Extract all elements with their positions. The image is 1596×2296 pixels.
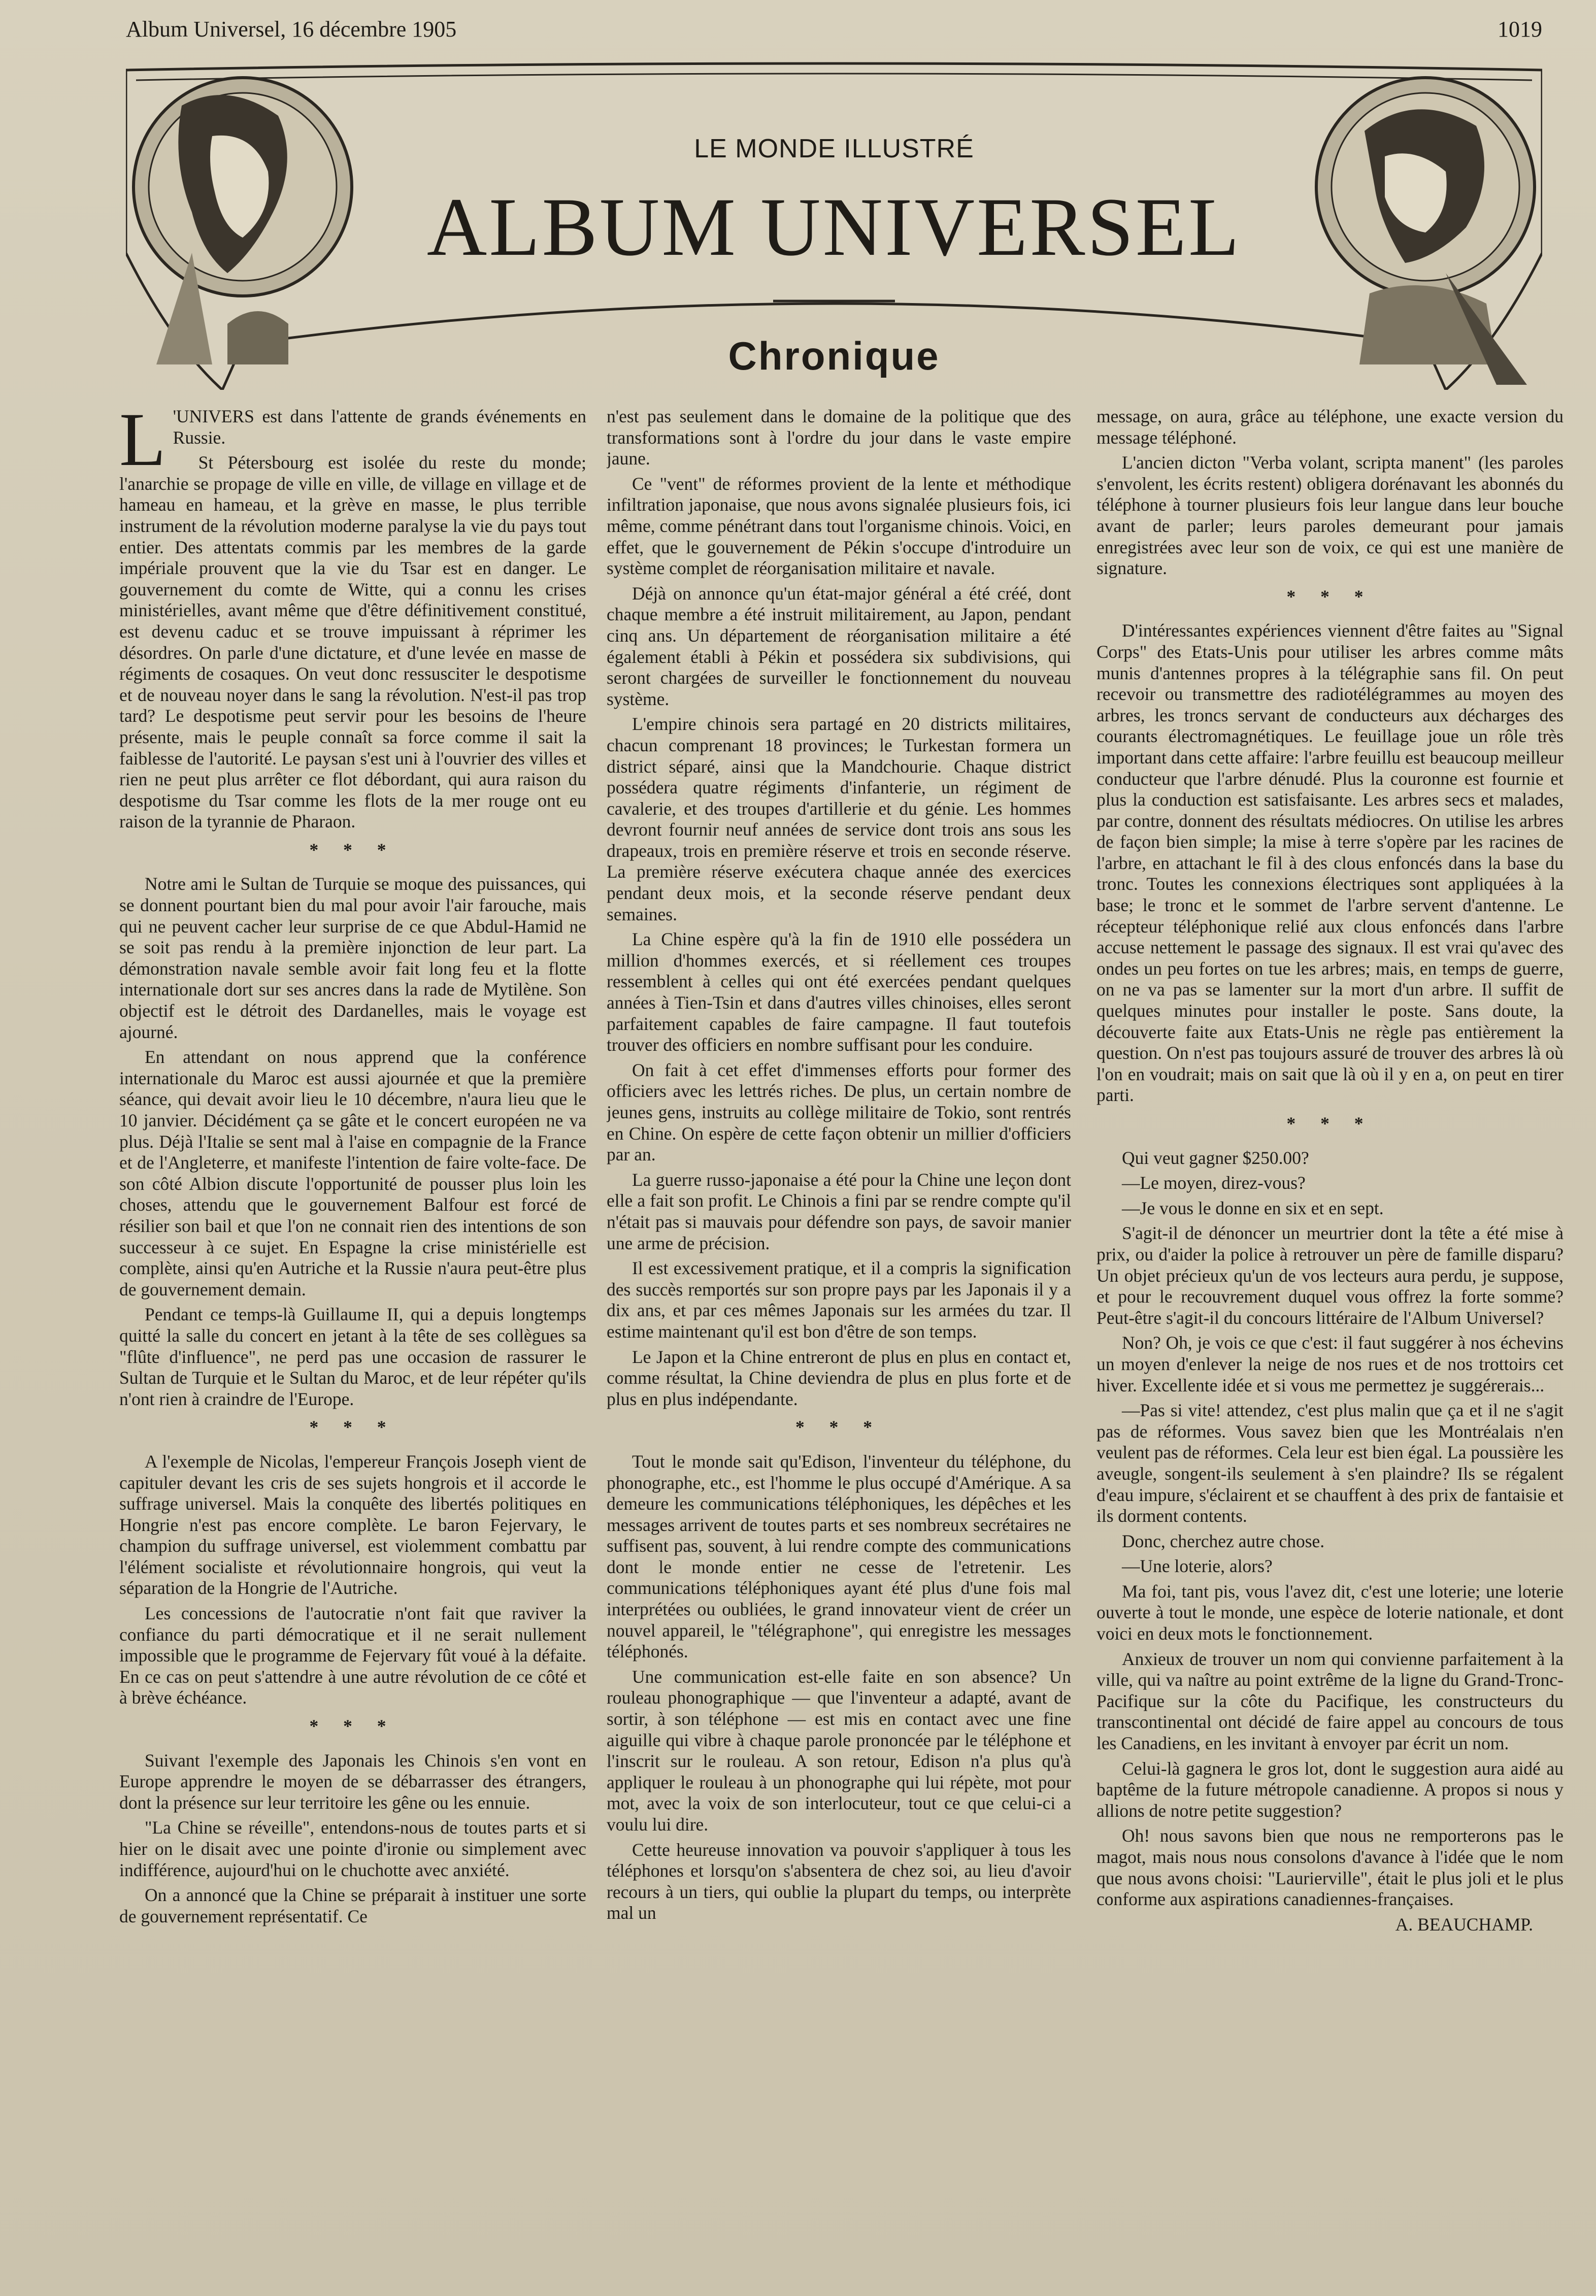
paragraph: L 'UNIVERS est dans l'attente de grands événements en Russie.	[119, 406, 586, 482]
paragraph: Notre ami le Sultan de Turquie se moque des puissances, qui se donnent pourtant bien du mal pour avoir l'air farouche, mais qui ne peuvent cacher leur surprise de ce que Abdul-Hamid ne se soit pas rendu à la première injonction de leur part. La démonstration navale semble avoir fait long feu et la flotte internationale dort sur ses ancres dans la rade de Mytilène. Son objectif est le détroit des Dardanelles, mais le voyage est ajourné.	[119, 874, 586, 1042]
paragraph: Pendant ce temps-là Guillaume II, qui a depuis longtemps quitté la salle du concert en jetant à la tête de ses collègues sa "flûte d'influence", ne perd pas une occasion de rassurer le Sultan de Turquie et le Sultan du Maroc, et de leur répéter qu'ils n'ont rien à craindre de l'Europe.	[119, 1304, 586, 1409]
paragraph: n'est pas seulement dans le domaine de la politique que des transformations sont à l'ordre du jour dans le vaste empire jaune.	[607, 406, 1071, 469]
paragraph: D'intéressantes expériences viennent d'être faites au "Signal Corps" des Etats-Unis pour utiliser les arbres comme mâts munis d'antennes propres à la télégraphie sans fil. On peut recevoir ou transmettre des radiotélégrammes au moyen des arbres, les troncs servant de conducteurs aux décharges des courants électromagnétiques. Le feuillage joue un rôle très important dans cette affaire: l'arbre feuillu est beaucoup meilleur conducteur que l'arbre dénudé. Plus la couronne est fournie et plus la conduction est satisfaisante. Les arbres secs et malades, par contre, donnent des résultats médiocres. On utilise les arbres de façon bien simple; la mise à terre s'opère par les racines de l'arbre, en attachant le fil à des clous enfoncés dans la base du tronc. Toutes les connexions électriques sont appliquées à la base; le tronc et le sommet de l'arbre servent d'antenne. Le récepteur téléphonique relié aux clous enfoncés dans l'arbre accuse nettement le passage des signaux. Il est vrai qu'avec des ondes un peu fortes on tue les arbres; mais, en temps de guerre, on ne va pas se lamenter sur la mort d'un arbre. Il suffit de quelques minutes pour installer le poste. Sans doute, la découverte faite aux Etats-Unis ne règle pas entièrement la question. On n'est pas toujours assuré de trouver des arbres là où l'on en voudrait; mais on sait que là où il y en a, on peut en tirer parti.	[1096, 620, 1564, 1106]
paragraph: Les concessions de l'autocratie n'ont fait que raviver la confiance du parti démocratique et il ne serait nullement impossible que le programme de Fejervary fût voué à la défaite. En ce cas on peut s'attendre à une autre révolution de ce côté et à brève échéance.	[119, 1603, 586, 1708]
drop-cap: L	[119, 406, 166, 482]
paragraph: Une communication est-elle faite en son absence? Un rouleau phonographique — que l'inventeur a adapté, avant de sortir, à son téléphone — est mis en contact avec une fine aiguille qui vibre à chaque parole prononcée par le téléphone et l'inscrit sur le rouleau. A son retour, Edison n'a plus qu'à appliquer le rouleau à un phonographe qui lui répète, mot pour mot, avec la voix de son interlocuteur, tout ce que celui-ci a voulu lui dire.	[607, 1666, 1071, 1835]
paragraph: —Le moyen, direz-vous?	[1122, 1173, 1306, 1193]
paragraph: "La Chine se réveille", entendons-nous de toutes parts et si hier on le disait avec une pointe d'ironie ou simplement avec indifférence, aujourd'hui on le chuchotte avec anxiété.	[119, 1817, 586, 1880]
masthead-title: ALBUM UNIVERSEL	[426, 181, 1242, 273]
paragraph: Qui veut gagner $250.00?	[1122, 1147, 1309, 1168]
paragraph: Donc, cherchez autre chose.	[1122, 1530, 1325, 1551]
paragraph: —Pas si vite! attendez, c'est plus malin que ça et il ne s'agit pas de réformes. Vous savez bien que les Montréalais n'en veulent pas de réformes. Cela leur est bien égal. La poussière les aveugle, songent-ils seulement à s'en plaindre? Ils se régalent d'eau impure, s'éclairent et se chauffent à des prix de fantaisie et ils dorment contents.	[1096, 1400, 1564, 1526]
section-separator: * * *	[309, 1716, 396, 1737]
paragraph: On fait à cet effet d'immenses efforts pour former des officiers avec les lettrés riches. De plus, un certain nombre de jeunes gens, instruits au collège militaire de Tokio, sont rentrés en Chine. On espère de cette façon obtenir un millier d'officiers par an.	[607, 1059, 1071, 1165]
paragraph: Ce "vent" de réformes provient de la lente et méthodique infiltration japonaise, que nous avons signalée plusieurs fois, ici même, comme pénétrant dans tout l'organisme chinois. Voici, en effet, que le gouvernement de Pékin s'occupe d'introduire un système complet de réorganisation militaire et navale.	[607, 473, 1071, 579]
section-separator: * * *	[1286, 1113, 1374, 1134]
paragraph: St Pétersbourg est isolée du reste du monde; l'anarchie se propage de ville en ville, de village en village et de hameau en hameau, et la grève en masse, le plus terrible instrument de la révolution moderne paralyse la vie du pays tout entier. Des attentats commis par les membres de la garde impériale prouvent que la vie du Tsar est en danger. Le gouvernement du comte de Witte, qui a connu les crises ministérielles, avant même que d'être définitivement constitué, est devenu caduc et se trouve impuissant à réprimer les désordres. On parle d'une dictature, et d'une levée en masse de régiments de cosaques. On veut donc ressusciter le despotisme et de nouveau noyer dans le sang la révolution. N'est-il pas trop tard? Le despotisme peut servir pour les besoins de l'heure présente, mais le peuple connaît sa force comme il sait la faiblesse de l'autorité. Le paysan s'est uni à l'ouvrier des villes et rien ne peut plus arrêter ce flot débordant, qui aura raison du despotisme du Tsar comme les flots de la mer rouge ont eu raison de la tyrannie de Pharaon.	[119, 452, 586, 832]
paragraph: A l'exemple de Nicolas, l'empereur François Joseph vient de capituler devant les cris de ses sujets hongrois et il accorde le suffrage universel. Mais la conquête des libertés politiques en Hongrie n'est pas encore complète. Le baron Fejervary, le champion du suffrage universel, est violemment combattu par l'élément socialiste et révolutionnaire hongrois, qui veut la séparation de la Hongrie de l'Autriche.	[119, 1451, 586, 1599]
running-header	[126, 14, 1542, 45]
author-signature: A. BEAUCHAMP.	[1395, 1914, 1533, 1935]
paragraph: Cette heureuse innovation va pouvoir s'appliquer à tous les téléphones et lorsqu'on s'absentera de chez soi, au lieu d'avoir recours à un tiers, qui oublie la plupart du temps, ou interprète mal un	[607, 1839, 1071, 1923]
paragraph: Non? Oh, je vois ce que c'est: il faut suggérer à nos échevins un moyen d'enlever la neige de nos rues et de nos trottoirs cet hiver. Excellente idée et si vous me permettez je suggérerais...	[1096, 1333, 1564, 1395]
section-separator: * * *	[309, 1417, 396, 1438]
paragraph: message, on aura, grâce au téléphone, une exacte version du message téléphoné.	[1096, 406, 1564, 448]
paragraph: Celui-là gagnera le gros lot, dont le suggestion aura aidé au baptême de la future métropole canadienne. A propos si nous y allions de notre petite suggestion?	[1096, 1758, 1564, 1821]
paragraph: Suivant l'exemple des Japonais les Chinois s'en vont en Europe apprendre le moyen de se débarrasser des étrangers, dont la présence sur leur territoire les gêne ou les ennuie.	[119, 1750, 586, 1813]
section-separator: * * *	[795, 1417, 882, 1438]
section-title: Chronique	[728, 334, 940, 378]
article-column-2	[607, 406, 1071, 2279]
masthead-subtitle: LE MONDE ILLUSTRÉ	[694, 134, 974, 163]
paragraph: L'ancien dicton "Verba volant, scripta manent" (les paroles s'envolent, les écrits restent) obligera dorénavant les abonnés du téléphone à tourner plusieurs fois leur langue dans leur bouche avant de parler; leurs paroles demeurant pour jamais enregistrées avec leur son de voix, ce qui est une manière de signature.	[1096, 452, 1564, 579]
paragraph: La guerre russo-japonaise a été pour la Chine une leçon dont elle a fait son profit. Le Chinois a fini par se rendre compte qu'il n'était pas si mauvais pour défendre son pays, de savoir manier une arme de précision.	[607, 1169, 1071, 1253]
paragraph: —Je vous le donne en six et en sept.	[1122, 1197, 1384, 1218]
section-separator: * * *	[309, 839, 396, 860]
paragraph: —Une loterie, alors?	[1122, 1556, 1273, 1577]
running-title: Album Universel, 16 décembre 1905	[126, 17, 457, 42]
paragraph: Oh! nous savons bien que nous ne remporterons pas le magot, mais nous nous consolons d'avance à l'idée que le nom que nous avons choisi: "Laurierville", était le plus joli et le plus conforme aux aspirations canadiennes-françaises.	[1096, 1825, 1564, 1910]
paragraph: Il est excessivement pratique, et il a compris la signification des succès remportés sur son propre pays par les Japonais il y a dix ans, et par ces mêmes Japonais sur les armées du tzar. Il estime maintenant qu'il est bon d'être de son temps.	[607, 1258, 1071, 1342]
page-number: 1019	[1498, 17, 1542, 42]
article-column-3	[1096, 406, 1564, 2279]
paragraph: Anxieux de trouver un nom qui convienne parfaitement à la ville, qui va naître au point extrême de la ligne du Grand-Tronc-Pacifique sur la côte du Pacifique, les constructeurs du transcontinental ont décidé de faire appel au concours de tous les Canadiens, en les invitant à envoyer par écrit un nom.	[1096, 1648, 1564, 1754]
paragraph: L'empire chinois sera partagé en 20 districts militaires, chacun comprenant 18 provinces; le Turkestan formera un district séparé, ainsi que la Mandchourie. Chaque district possédera quatre régiments d'infanterie, un régiment de cavalerie, et des troupes d'artillerie et du génie. Les hommes devront fournir neuf années de service dont trois ans sous les drapeaux, trois en première réserve et trois en seconde réserve. La première réserve exécutera chaque année des exercices pendant deux mois, et la seconde réserve pendant deux semaines.	[607, 714, 1071, 924]
paragraph: S'agit-il de dénoncer un meurtrier dont la tête a été mise à prix, ou d'aider la police à retrouver un père de famille disparu? Un objet précieux qu'un de vos lecteurs aura perdu, je suppose, et pour le recouvrement duquel vous offrez la forte somme? Peut-être s'agit-il du concours littéraire de l'Album Universel?	[1096, 1223, 1564, 1328]
paragraph: Le Japon et la Chine entreront de plus en plus en contact et, comme résultat, la Chine deviendra de plus en plus forte et de plus en plus indépendante.	[607, 1346, 1071, 1409]
paragraph: On a annoncé que la Chine se préparait à instituer une sorte de gouvernement représentatif. Ce	[119, 1885, 586, 1926]
paragraph: Tout le monde sait qu'Edison, l'inventeur du téléphone, du phonographe, etc., est l'homme le plus occupé d'Amérique. A sa demeure les communications téléphoniques, les dépêches et les messages arrivent de toutes parts et ses nombreux secrétaires ne suffisent pas, souvent, à lui rendre compte des communications dont le monde entier ne cesse de l'etretenir. Les communications téléphoniques ayant été plus d'une fois mal interprétées ou oubliées, le grand innovateur vient de créer un nouvel appareil, le "télégraphone", qui enregistre les messages téléphonés.	[607, 1451, 1071, 1662]
paragraph: Ma foi, tant pis, vous l'avez dit, c'est une loterie; une loterie ouverte à tout le monde, une espèce de loterie nationale, et dont voici en deux mots le fonctionnement.	[1096, 1581, 1564, 1644]
paragraph: Déjà on annonce qu'un état-major général a été créé, dont chaque membre a été instruit militairement, au Japon, pendant cinq ans. Un département de réorganisation militaire a été également établi à Pékin et possédera six subdivisions, qui seront chargées de surveiller le fonctionnement du nouveau système.	[607, 583, 1071, 709]
paragraph: La Chine espère qu'à la fin de 1910 elle possédera un million d'hommes exercés, et si réellement ces troupes ressemblent à celles qui ont été exercées pendant quelques années à Tien-Tsin et dans d'autres villes chinoises, elles seront parfaitement capables de faire campagne. Il faut toutefois trouver des officiers en nombre suffisant pour les conduire.	[607, 929, 1071, 1055]
paragraph: En attendant on nous apprend que la conférence internationale du Maroc est aussi ajournée et que la première séance, qui devait avoir lieu le 10 décembre, n'aura lieu que le 10 janvier. Décidément ça se gâte et le concert européen ne va plus. Déjà l'Italie se sent mal à l'aise en compagnie de la France et de l'Angleterre, et manifeste l'intention de faire volte-face. De son côté Albion discute l'opportunité de pousser plus loin les choses, attendu que le gouvernement Balfour est forcé de résilier son bail et que l'on ne connait rien des intentions de son successeur à ce sujet. En Espagne la crise ministérielle est complète, ainsi qu'en Autriche et la Russie n'aura peut-être plus de gouvernement demain.	[119, 1047, 586, 1300]
article-column-1	[119, 406, 586, 2279]
masthead-banner	[126, 60, 1542, 390]
section-separator: * * *	[1286, 586, 1374, 607]
